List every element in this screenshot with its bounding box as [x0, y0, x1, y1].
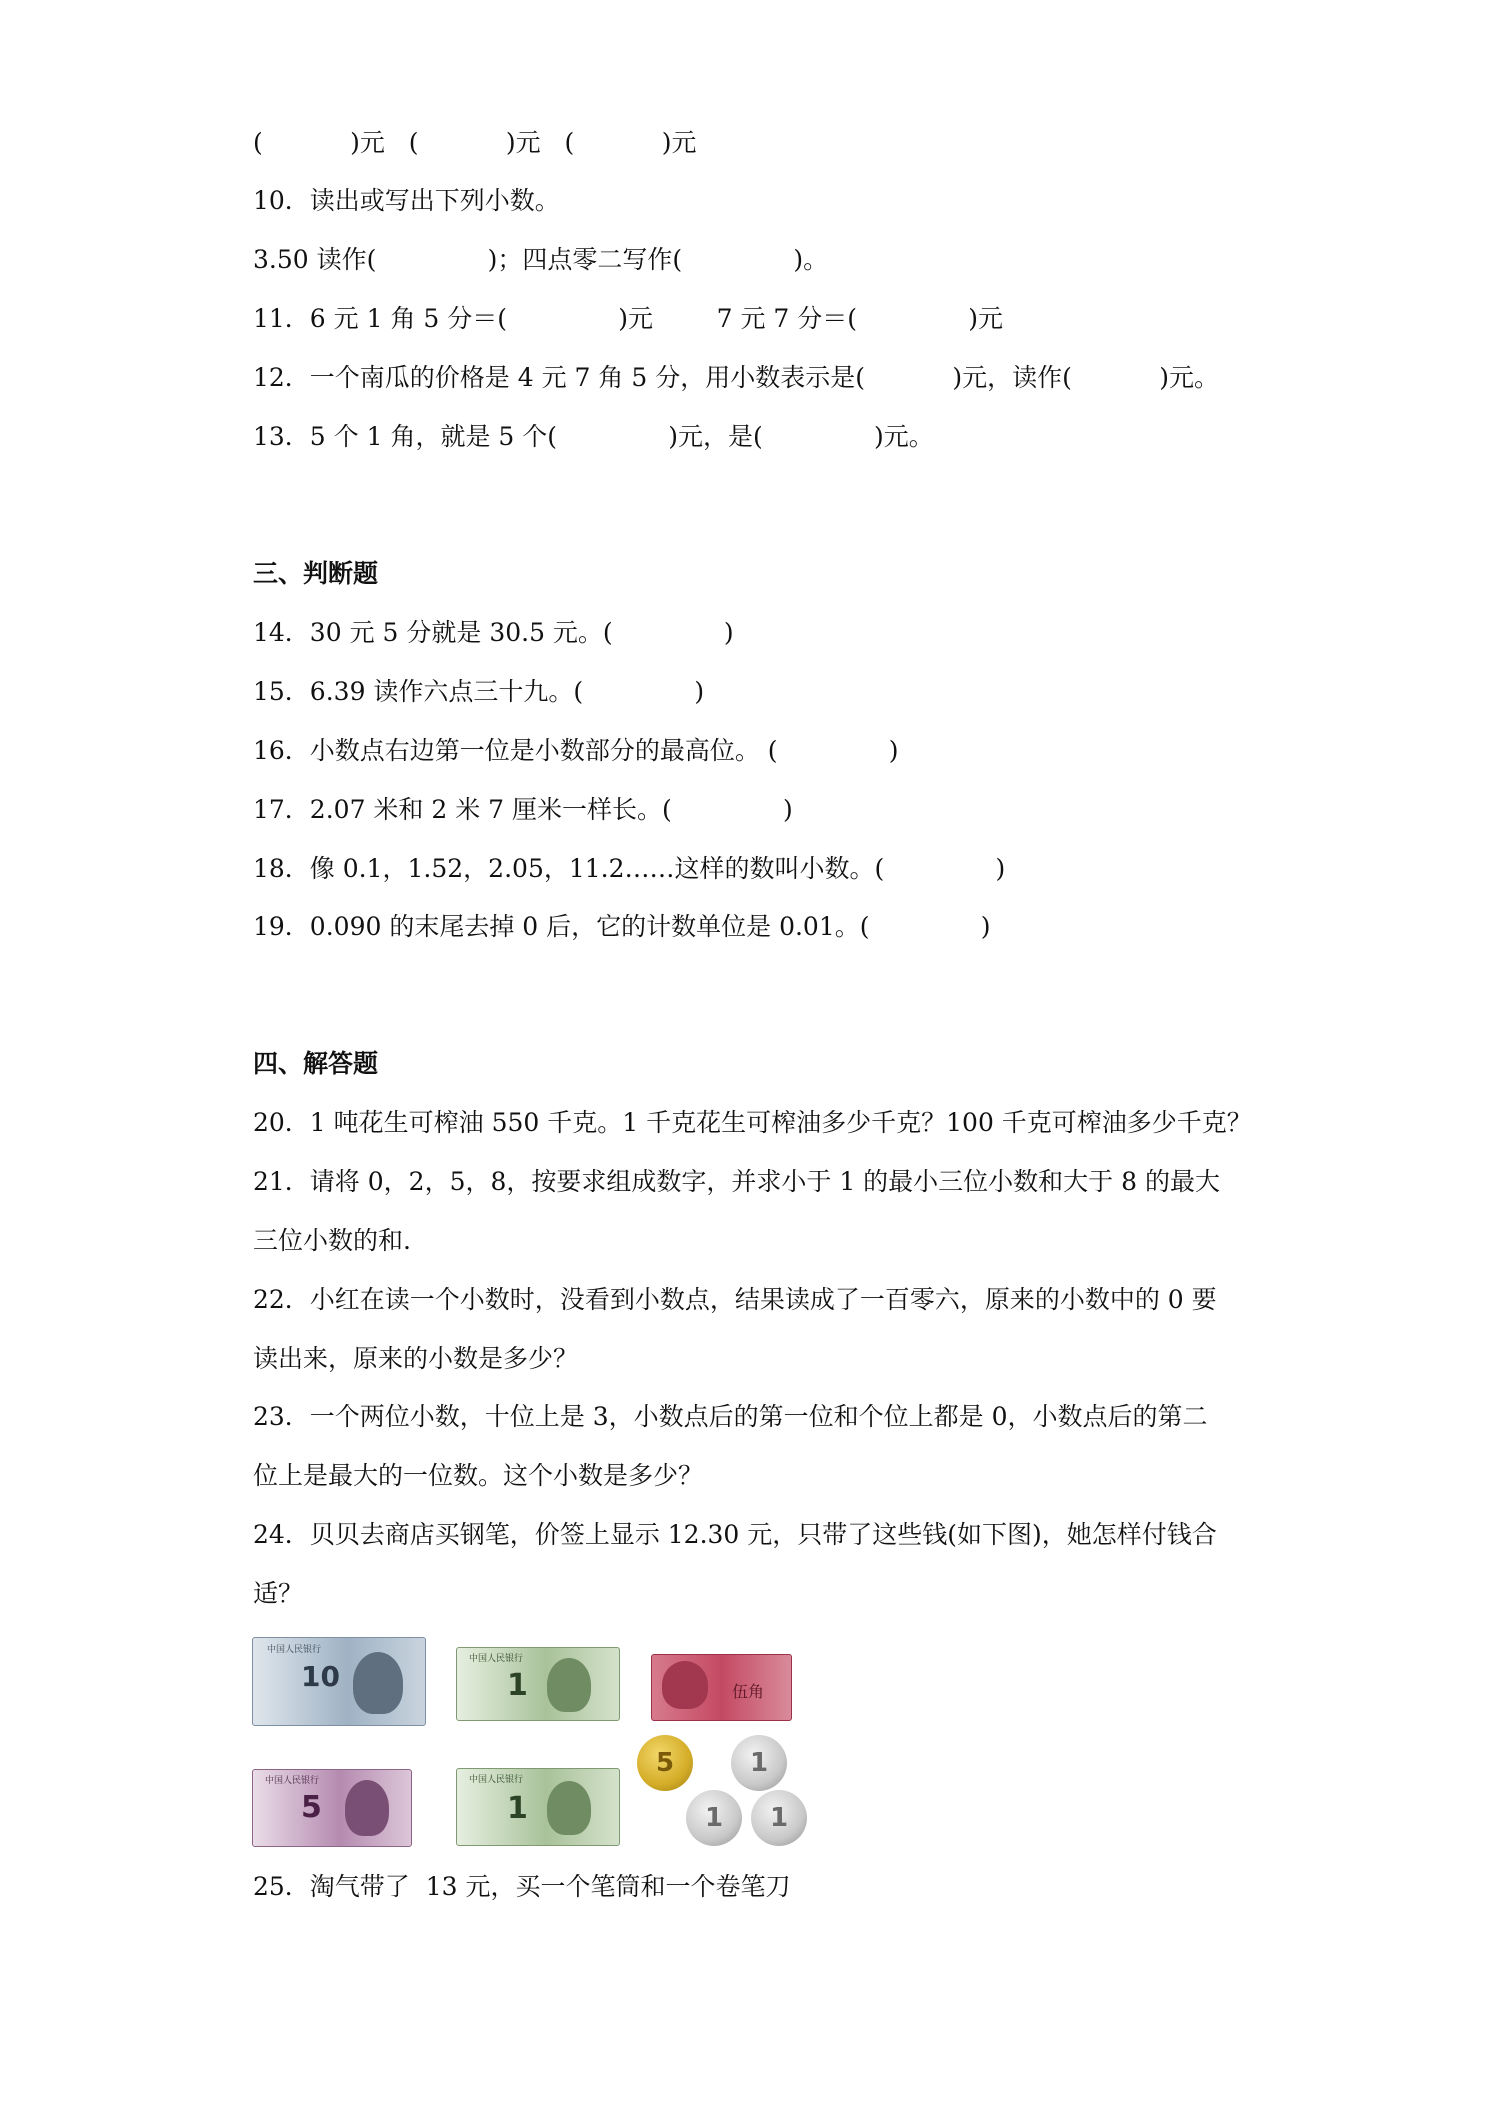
banknote-5-yuan — [252, 1769, 412, 1847]
question-19: 19．0.090 的末尾去掉 0 后，它的计数单位是 0.01。( ) — [253, 912, 991, 941]
question-10-body: 3.50 读作( )；四点零二写作( )。 — [253, 245, 829, 274]
banknote-bank-name: 中国人民银行 — [265, 1776, 320, 1786]
section-heading-judgement: 三、判断题 — [253, 559, 379, 588]
question-15: 15．6.39 读作六点三十九。( ) — [253, 677, 705, 706]
question-12: 12．一个南瓜的价格是 4 元 7 角 5 分，用小数表示是( )元，读作( )元。 — [253, 363, 1220, 392]
question-16: 16．小数点右边第一位是小数部分的最高位。 ( ) — [253, 736, 899, 765]
coin-denomination: 1 — [704, 1803, 724, 1833]
question-25: 25．淘气带了 13 元，买一个笔筒和一个卷笔刀 — [253, 1872, 791, 1901]
question-18: 18．像 0.1，1.52，2.05，11.2……这样的数叫小数。( ) — [253, 854, 1006, 883]
coin-denomination: 5 — [655, 1748, 675, 1778]
question-13: 13．5 个 1 角，就是 5 个( )元，是( )元。 — [253, 422, 934, 451]
banknote-denomination: 伍角 — [732, 1682, 765, 1701]
banknote-5-jiao — [651, 1654, 792, 1721]
section-heading-answer: 四、解答题 — [253, 1049, 379, 1078]
banknote-10-yuan — [252, 1637, 426, 1726]
banknote-denomination: 1 — [507, 1791, 528, 1826]
coin-1-yuan-right — [751, 1790, 807, 1846]
banknote-bank-name: 中国人民银行 — [267, 1645, 322, 1655]
banknote-1-yuan-a — [456, 1647, 620, 1721]
question-20: 20．1 吨花生可榨油 550 千克。1 千克花生可榨油多少千克？100 千克可榨油多少千克？ — [253, 1108, 1252, 1137]
portrait-graphic — [345, 1780, 389, 1836]
coin-denomination: 1 — [749, 1748, 769, 1778]
coin-denomination: 1 — [769, 1803, 789, 1833]
question-23-line2: 位上是最大的一位数。这个小数是多少？ — [253, 1461, 704, 1490]
banknote-denomination: 5 — [301, 1790, 322, 1825]
question-22-line2: 读出来，原来的小数是多少？ — [253, 1344, 579, 1373]
banknote-bank-name: 中国人民银行 — [469, 1654, 524, 1664]
banknote-denomination: 10 — [301, 1660, 340, 1693]
coin-5-jiao — [637, 1735, 693, 1791]
question-22-line1: 22．小红在读一个小数时，没看到小数点，结果读成了一百零六，原来的小数中的 0 要 — [253, 1285, 1217, 1314]
question-21-line2: 三位小数的和. — [253, 1226, 411, 1255]
question-23-line1: 23．一个两位小数，十位上是 3，小数点后的第一位和个位上都是 0，小数点后的第二 — [253, 1402, 1208, 1431]
question-21-line1: 21．请将 0，2，5，8，按要求组成数字，并求小于 1 的最小三位小数和大于 8 的最大 — [253, 1167, 1220, 1196]
coin-1-yuan-left — [686, 1790, 742, 1846]
banknote-1-yuan-b — [456, 1768, 620, 1846]
banknote-bank-name: 中国人民银行 — [469, 1775, 524, 1785]
portrait-graphic — [662, 1661, 708, 1709]
coin-1-yuan-top — [731, 1735, 787, 1791]
banknote-denomination: 1 — [507, 1668, 528, 1703]
portrait-graphic — [547, 1781, 591, 1835]
question-24-line2: 适？ — [253, 1579, 304, 1608]
portrait-graphic — [547, 1658, 591, 1712]
question-11: 11．6 元 1 角 5 分＝( )元 7 元 7 分＝( )元 — [253, 304, 1004, 333]
question-10: 10．读出或写出下列小数。 — [253, 186, 560, 215]
question-17: 17．2.07 米和 2 米 7 厘米一样长。( ) — [253, 795, 793, 824]
portrait-graphic — [353, 1652, 403, 1714]
question-9-blanks: ( )元 ( )元 ( )元 — [253, 128, 697, 157]
question-24-line1: 24．贝贝去商店买钢笔，价签上显示 12.30 元，只带了这些钱(如下图)，她怎样付钱合 — [253, 1520, 1217, 1549]
question-14: 14．30 元 5 分就是 30.5 元。( ) — [253, 618, 734, 647]
